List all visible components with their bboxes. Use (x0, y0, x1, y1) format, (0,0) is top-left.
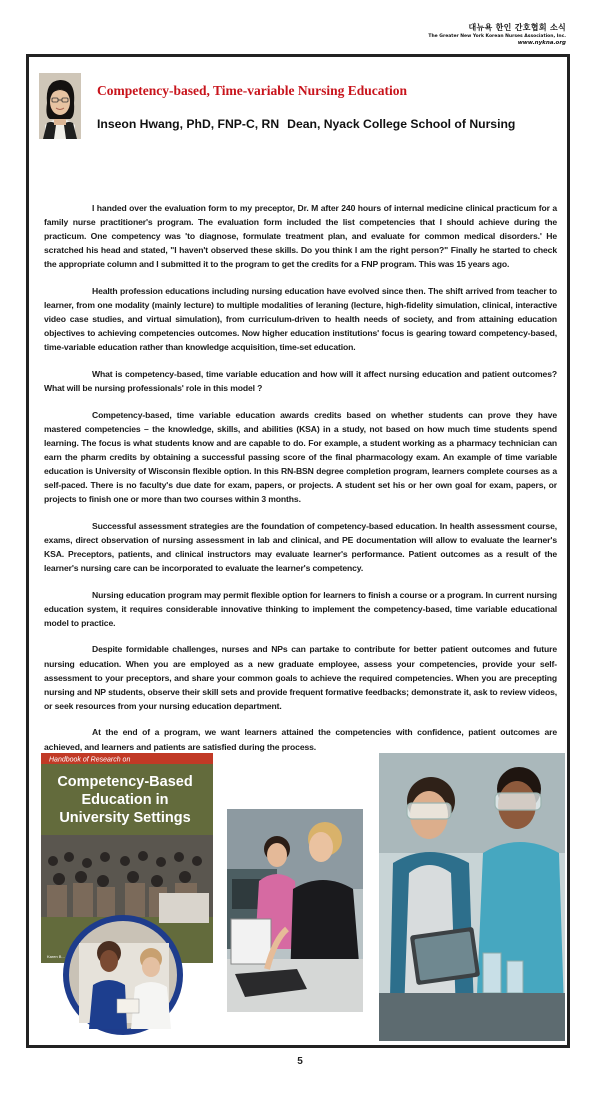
author-portrait (39, 73, 81, 139)
paragraph-6: Nursing education program may permit flexible option for learners to finish a course or a program. In current nursing education system, it requires considerable innovative thinking to implement the competency-based, time variable educational model to practice. (44, 589, 557, 628)
students-lab-image (379, 753, 565, 1041)
article-body (44, 201, 557, 766)
book-title-line-2: Education in (81, 792, 169, 808)
book-series: Handbook of Research on (49, 756, 131, 764)
nurses-computer-image (227, 809, 363, 1012)
paragraph-4: Competency-based, time variable education awards credits based on whether students can prove they have mastered competencies – the knowledge, skills, and abilities (KSA) in a study, not based on how much time students spend learning. The focus is what students know and are capable to do. For example, a student working as a pharmacy technician can earn the pharm credits by obtaining a successful passing score of the final pharmacology exam. An example of time variable education is University of Wisconsin flexible option. In this RN-BSN degree completion program, learners complete courses as a self-paced. There is no faculty's due date for exam, papers, or projects. A student set his or her own goal for exam, papers, or projects to finish one or more than two courses within 3 months. (44, 409, 557, 505)
page-number: 5 (297, 1056, 303, 1067)
masthead (428, 22, 566, 46)
author-line (97, 117, 515, 131)
paragraph-8: At the end of a program, we want learners attained the competencies with confidence, patient outcomes are achieved, and learners and patients are satisfied during the process. (44, 727, 557, 752)
figures-row (29, 753, 567, 1043)
article-frame (26, 54, 570, 1048)
masthead-org-korean: 대뉴욕 한인 간호협회 소식 (468, 23, 566, 32)
paragraph-7: Despite formidable challenges, nurses and NPs can partake to contribute for better patient outcomes and future nursing education. When you are employed as a new graduate employee, assess your competencies, provide your self-assessment to your preceptors, and share your common goals to achieve the required competencies. When you are precepting nursing and NP students, observe their skill sets and provide frequent formative feedbacks; demonstrate it, ask to review videos, or seek resources from your nursing education department. (44, 644, 557, 711)
paragraph-5: Successful assessment strategies are the foundation of competency-based education. In health assessment course, exams, direct observation of nursing assessment in lab and clinical, and PE documentation will allow to evaluate the learner's KSA. Preceptors, patients, and clinical instructors may evaluate learner's performance. Patient outcomes as a result of the learner's nursing care can be incorporated to evaluate the learner's competency. (44, 520, 557, 574)
paragraph-2: Health profession educations including nursing education have evolved since then. The shift arrived from teacher to learner, from one modality (mainly lecture) to multiple modalities of leraning (lecture, high-fidelity simulation, clinical, interactive video case studies, and virtual simulation), from curriculum-driven to health needs of society, and from attaining education objectives to achieving competencies outcomes. Now higher education institutions' focus is gearing toward competency-based, time-variable education rather than knowledge acquisition, time-set education. (44, 285, 557, 353)
author-role: Dean, Nyack College School of Nursing (287, 117, 516, 131)
book-title-line-3: University Settings (59, 810, 191, 826)
masthead-org-english: The Greater New York Korean Nurses Association, Inc. (428, 34, 566, 39)
author-name: Inseon Hwang, PhD, FNP-C, RN (97, 117, 280, 131)
paragraph-3: What is competency-based, time variable education and how will it affect nursing education and patient outcomes? What will be nursing professionals' role in this model ? (44, 368, 557, 394)
book-editor: Karen B... (47, 954, 65, 959)
book-cover-image (39, 753, 213, 1041)
paragraph-1: I handed over the evaluation form to my preceptor, Dr. M after 240 hours of internal medicine clinical practicum for a family nurse practitioner's program. The evaluation form included the list competencies that I should achieve during the practicum. One competency was 'to diagnose, formulate treatment plan, and evaluate for common medical disorders.' He scratched his head and stated, "I haven't observed these skills. Do you think I am the right person?" Finally he started to check the appropriate column and I submitted it to the program to get the credits for a FNP program. This was 15 years ago. (44, 203, 557, 270)
article-title: Competency-based, Time-variable Nursing Education (97, 83, 408, 98)
masthead-url[interactable]: www.nyknа.org (517, 40, 566, 46)
article-header (39, 73, 557, 163)
book-title-line-1: Competency-Based (57, 774, 193, 790)
